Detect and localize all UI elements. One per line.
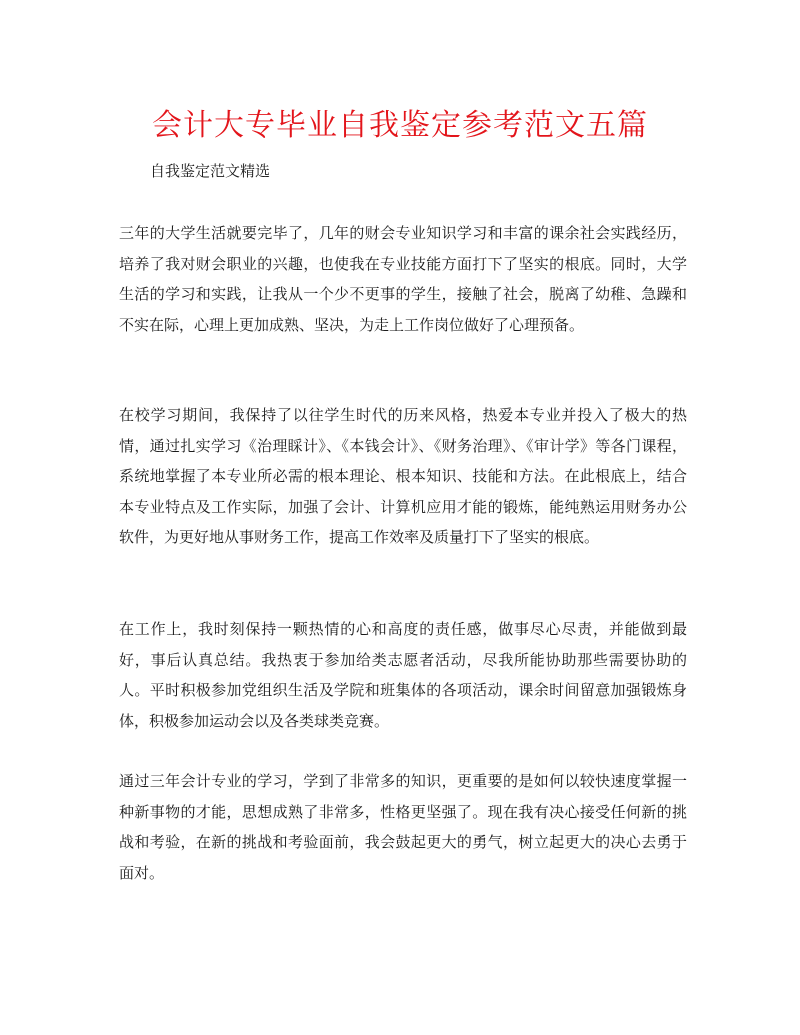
paragraph: 三年的大学生活就要完毕了，几年的财会专业知识学习和丰富的课余社会实践经历，培养了我对财会职业的兴趣，也使我在专业技能方面打下了坚实的根底。同时，大学生活的学习和实践，让我从一个少不更事的学生，接触了社会，脱离了幼稚、急躁和不实在际，心理上更加成熟、坚决，为走上工作岗位做好了心理预备。: [119, 224, 687, 334]
document-title: 会计大专毕业自我鉴定参考范文五篇: [152, 108, 648, 143]
paragraph: 通过三年会计专业的学习，学到了非常多的知识，更重要的是如何以较快速度掌握一种新事物的才能，思想成熟了非常多，性格更坚强了。现在我有决心接受任何新的挑战和考验，在新的挑战和考验面前，我会鼓起更大的勇气，树立起更大的决心去勇于面对。: [119, 772, 687, 882]
paragraph: 在校学习期间，我保持了以往学生时代的历来风格，热爱本专业并投入了极大的热情，通过扎实学习《治理睬计》、《本钱会计》、《财务治理》、《审计学》等各门课程，系统地掌握了本专业所必需的根本理论、根本知识、技能和方法。在此根底上，结合本专业特点及工作实际，加强了会计、计算机应用才能的锻炼，能纯熟运用财务办公软件，为更好地从事财务工作，提高工作效率及质量打下了坚实的根底。: [119, 406, 687, 546]
paragraph: 在工作上，我时刻保持一颗热情的心和高度的责任感，做事尽心尽责，并能做到最好，事后认真总结。我热衷于参加给类志愿者活动，尽我所能协助那些需要协助的人。平时积极参加党组织生活及学院和班集体的各项活动，课余时间留意加强锻炼身体，积极参加运动会以及各类球类竞赛。: [119, 620, 687, 730]
document-subtitle: 自我鉴定范文精选: [150, 162, 271, 180]
